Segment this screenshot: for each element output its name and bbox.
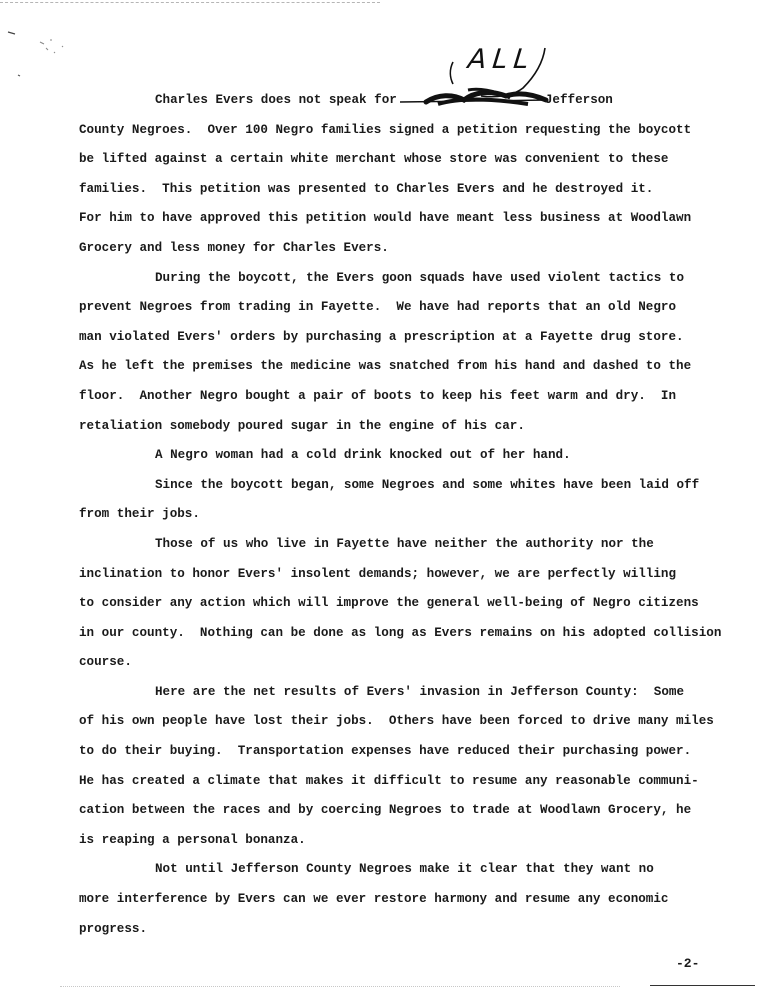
line-start: Charles Evers does not speak for xyxy=(155,93,397,107)
page-number: -2- xyxy=(676,956,700,971)
text-line: is reaping a personal bonanza. xyxy=(79,832,306,847)
text-line: prevent Negroes from trading in Fayette. We have had reports that an old Negro xyxy=(79,300,677,315)
paragraph-4 xyxy=(79,471,729,530)
top-dashed-rule xyxy=(0,2,380,3)
text-line: floor. Another Negro bought a pair of boots to keep his feet warm and dry. In xyxy=(79,388,677,403)
text-line: He has created a climate that makes it difficult to resume any reasonable communi- xyxy=(79,773,699,788)
line-end: Jefferson xyxy=(544,93,613,107)
paragraph-3 xyxy=(79,441,729,471)
text-line: County Negroes. Over 100 Negro families signed a petition requesting the boycott xyxy=(79,122,692,137)
text-line: of his own people have lost their jobs. Others have been forced to drive many miles xyxy=(79,714,714,729)
paragraph-7 xyxy=(79,855,729,944)
text-line: A Negro woman had a cold drink knocked out of her hand. xyxy=(155,448,571,463)
handwritten-annotation: ALL xyxy=(466,44,537,75)
text-line: Since the boycott began, some Negroes and some whites have been laid off xyxy=(155,477,700,492)
text-line: to consider any action which will improve the general well-being of Negro citizens xyxy=(79,596,699,611)
text-line: be lifted against a certain white merchant whose store was convenient to these xyxy=(79,152,669,167)
text-line: families. This petition was presented to Charles Evers and he destroyed it. xyxy=(79,181,654,196)
text-line: from their jobs. xyxy=(79,507,200,522)
paragraph-6 xyxy=(79,678,729,856)
text-line: cation between the races and by coercing Negroes to trade at Woodlawn Grocery, he xyxy=(79,803,692,818)
text-line: to do their buying. Transportation expenses have reduced their purchasing power. xyxy=(79,744,692,759)
text-line: Here are the net results of Evers' invasion in Jefferson County: Some xyxy=(155,684,685,699)
bottom-rule xyxy=(650,985,755,986)
text-line: retaliation somebody poured sugar in the engine of his car. xyxy=(79,418,525,433)
text-line: Not until Jefferson County Negroes make it clear that they want no xyxy=(155,862,654,877)
text-line: During the boycott, the Evers goon squads have used violent tactics to xyxy=(155,270,685,285)
text-line: man violated Evers' orders by purchasing a prescription at a Fayette drug store. xyxy=(79,329,684,344)
document-body xyxy=(79,86,729,944)
text-line: in our county. Nothing can be done as long as Evers remains on his adopted collision xyxy=(79,625,722,640)
corner-smudge-marks xyxy=(6,28,76,88)
paragraph-5 xyxy=(79,530,729,678)
text-line: For him to have approved this petition would have meant less business at Woodlawn xyxy=(79,211,692,226)
text-line: inclination to honor Evers' insolent demands; however, we are perfectly willing xyxy=(79,566,677,581)
text-line xyxy=(79,86,729,116)
text-line: Grocery and less money for Charles Evers. xyxy=(79,240,389,255)
paragraph-2 xyxy=(79,264,729,442)
text-line: course. xyxy=(79,655,132,670)
paragraph-1 xyxy=(79,86,729,264)
text-line: As he left the premises the medicine was snatched from his hand and dashed to the xyxy=(79,359,692,374)
text-line: more interference by Evers can we ever restore harmony and resume any economic xyxy=(79,892,669,907)
text-line: progress. xyxy=(79,921,148,936)
bottom-dotted-rule xyxy=(60,986,620,987)
text-line: Those of us who live in Fayette have neither the authority nor the xyxy=(155,536,654,551)
